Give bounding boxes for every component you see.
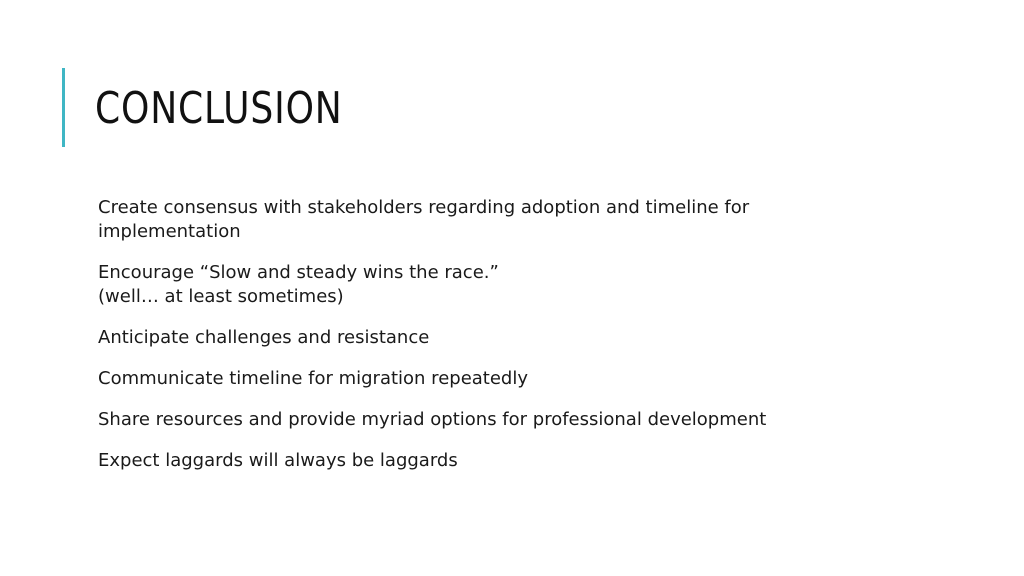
- bullet-text: Share resources and provide myriad options for professional development: [98, 409, 767, 430]
- bullet-text: Expect laggards will always be laggards: [98, 450, 458, 471]
- bullet-text: Create consensus with stakeholders regarding adoption and timeline for: [98, 197, 750, 218]
- bullet-item: [98, 408, 958, 432]
- bullet-list: [98, 196, 958, 490]
- bullet-item: [98, 261, 958, 309]
- bullet-text: Communicate timeline for migration repeatedly: [98, 368, 529, 389]
- bullet-item: [98, 326, 958, 350]
- slide-title: CONCLUSION: [95, 83, 343, 134]
- bullet-text: Anticipate challenges and resistance: [98, 327, 430, 348]
- bullet-item: [98, 449, 958, 473]
- bullet-text: implementation: [98, 221, 241, 242]
- bullet-item: [98, 196, 958, 244]
- bullet-text: (well… at least sometimes): [98, 286, 344, 307]
- title-accent-bar: [62, 68, 65, 147]
- bullet-item: [98, 367, 958, 391]
- bullet-text: Encourage “Slow and steady wins the race.”: [98, 262, 499, 283]
